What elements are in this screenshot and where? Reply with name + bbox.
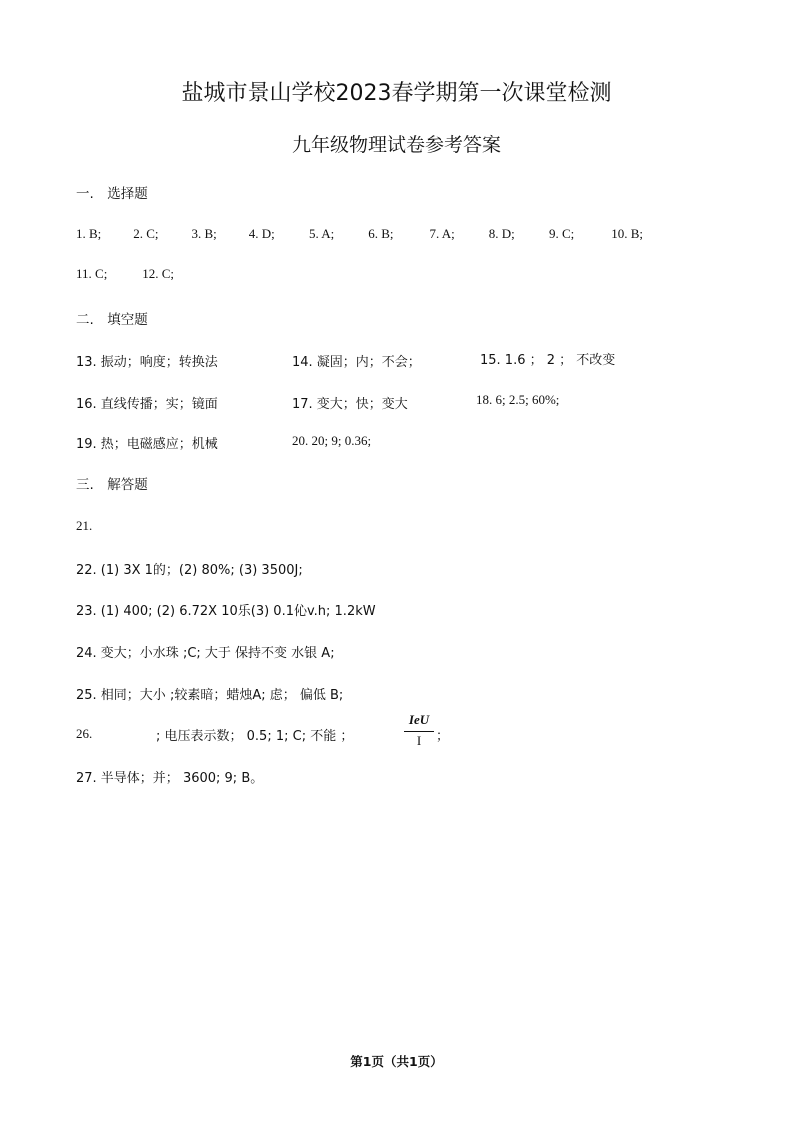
solve-answer-22: 22. (1) 3X 1的；(2) 80%; (3) 3500J; <box>76 563 303 578</box>
choice-answers-row-2 <box>76 266 174 282</box>
fraction-numerator: IeU <box>408 712 430 727</box>
solve-answer-25: 25. 相同；大小 ;较素暗；蜡烛A; 虑； 偏低 B; <box>76 688 344 703</box>
choice-answer: 11. C; <box>76 266 108 281</box>
section-heading-solve: 三. 解答题 <box>76 477 148 493</box>
fraction-denominator: I <box>416 733 422 748</box>
choice-answer: 2. C; <box>133 226 159 241</box>
choice-answer: 6. B; <box>368 226 394 241</box>
fill-answer-14: 14. 凝固；内；不会； <box>292 355 421 370</box>
choice-answer: 3. B; <box>191 226 217 241</box>
choice-answer: 10. B; <box>611 226 644 241</box>
fill-answer-20: 20. 20; 9; 0.36; <box>292 433 372 448</box>
solve-answer-26-end: ； <box>436 729 450 744</box>
fill-answer-16: 16. 直线传播；实；镜面 <box>76 397 218 412</box>
fraction-bar <box>404 731 434 732</box>
fill-answer-17: 17. 变大；快；变大 <box>292 397 408 412</box>
solve-answer-26-number: 26. <box>76 726 93 741</box>
choice-answer: 9. C; <box>549 226 575 241</box>
solve-answer-26-body: ; 电压表示数； 0.5; 1; C; 不能 ； <box>156 729 354 744</box>
choice-answer: 1. B; <box>76 226 102 241</box>
choice-answer: 5. A; <box>309 226 335 241</box>
section-heading-fill: 二. 填空题 <box>76 312 148 328</box>
solve-answer-21: 21. <box>76 518 93 533</box>
choice-answers-row-1 <box>76 226 643 242</box>
fill-answer-19: 19. 热；电磁感应；机械 <box>76 437 218 452</box>
choice-answer: 4. D; <box>248 226 275 241</box>
solve-answer-27: 27. 半导体；并； 3600; 9; B。 <box>76 771 264 786</box>
choice-answer: 12. C; <box>142 266 175 281</box>
choice-answer: 8. D; <box>488 226 515 241</box>
section-heading-choice: 一. 选择题 <box>76 186 148 202</box>
fill-answer-13: 13. 振动；响度；转换法 <box>76 355 218 370</box>
solve-answer-24: 24. 变大；小水珠 ;C; 大于 保持不变 水银 A; <box>76 646 335 661</box>
fill-answer-15: 15. 1.6 ； 2 ； 不改变 <box>480 353 616 368</box>
page-subtitle: 九年级物理试卷参考答案 <box>291 134 501 156</box>
page-title: 盐城市景山学校2023春学期第一次课堂检测 <box>181 81 612 106</box>
fill-answer-18: 18. 6; 2.5; 60%; <box>476 392 560 407</box>
choice-answer: 7. A; <box>429 226 455 241</box>
solve-answer-23: 23. (1) 400; (2) 6.72X 10乐(3) 0.1伈v.h; 1.2kW <box>76 604 376 619</box>
page-footer: 第1页（共1页） <box>350 1054 443 1069</box>
